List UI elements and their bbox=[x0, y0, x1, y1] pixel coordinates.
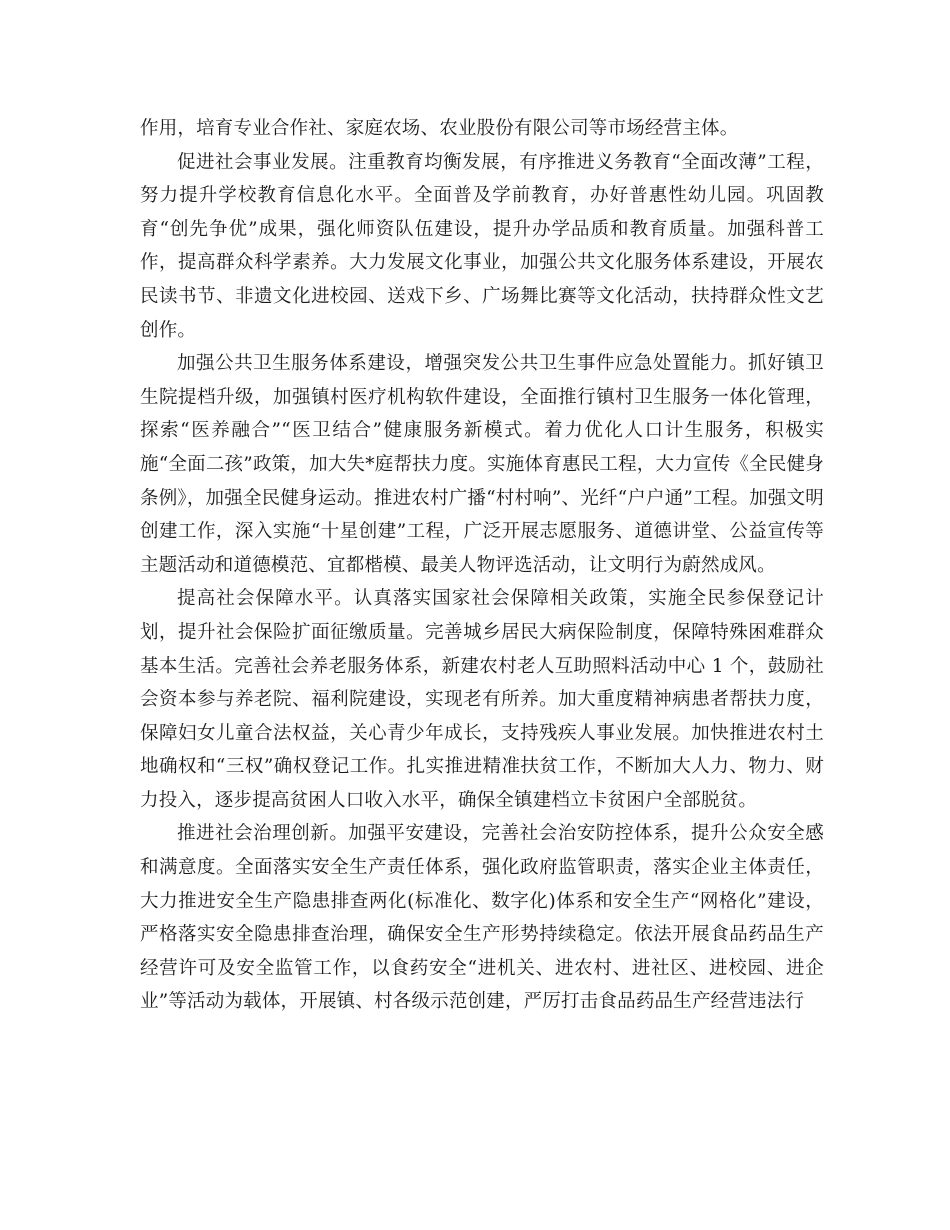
paragraph-2: 促进社会事业发展。注重教育均衡发展，有序推进义务教育“全面改薄”工程，努力提升学校教育信息化水平。全面普及学前教育，办好普惠性幼儿园。巩固教育“创先争优”成果，强化师资队伍建设，提升办学品质和教育质量。加强科普工作，提高群众科学素养。大力发展文化事业，加强公共文化服务体系建设，开展农民读书节、非遗文化进校园、送戏下乡、广场舞比赛等文化活动，扶持群众性文艺创作。 bbox=[140, 151, 824, 341]
paragraph-3: 加强公共卫生服务体系建设，增强突发公共卫生事件应急处置能力。抓好镇卫生院提档升级，加强镇村医疗机构软件建设，全面推行镇村卫生服务一体化管理，探索“医养融合”“医卫结合”健康服务新模式。着力优化人口计生服务，积极实施“全面二孩”政策，加大失*庭帮扶力度。实施体育惠民工程，大力宣传《全民健身条例》，加强全民健身运动。推进农村广播“村村响”、光纤“户户通”工程。加强文明创建工作，深入实施“十星创建”工程，广泛开展志愿服务、道德讲堂、公益宣传等主题活动和道德模范、宜都楷模、最美人物评选活动，让文明行为蔚然成风。 bbox=[140, 353, 824, 576]
paragraph-5: 推进社会治理创新。加强平安建设，完善社会治安防控体系，提升公众安全感和满意度。全面落实安全生产责任体系，强化政府监管职责，落实企业主体责任，大力推进安全生产隐患排查两化(标准化、数字化)体系和安全生产“网格化”建设，严格落实安全隐患排查治理，确保安全生产形势持续稳定。依法开展食品药品生产经营许可及安全监管工作，以食药安全“进机关、进农村、进社区、进校园、进企业”等活动为载体，开展镇、村各级示范创建，严厉打击食品药品生产经营违法行 bbox=[140, 823, 824, 1013]
paragraph-4: 提高社会保障水平。认真落实国家社会保障相关政策，实施全民参保登记计划，提升社会保险扩面征缴质量。完善城乡居民大病保险制度，保障特殊困难群众基本生活。完善社会养老服务体系，新建农村老人互助照料活动中心 1 个，鼓励社会资本参与养老院、福利院建设，实现老有所养。加大重度精神病患者帮扶力度，保障妇女儿童合法权益，关心青少年成长，支持残疾人事业发展。加快推进农村土地确权和“三权”确权登记工作。扎实推进精准扶贫工作，不断加大人力、物力、财力投入，逐步提高贫困人口收入水平，确保全镇建档立卡贫困户全部脱贫。 bbox=[140, 588, 824, 811]
document-body bbox=[140, 112, 824, 1019]
paragraph-1: 作用，培育专业合作社、家庭农场、农业股份有限公司等市场经营主体。 bbox=[140, 118, 739, 139]
